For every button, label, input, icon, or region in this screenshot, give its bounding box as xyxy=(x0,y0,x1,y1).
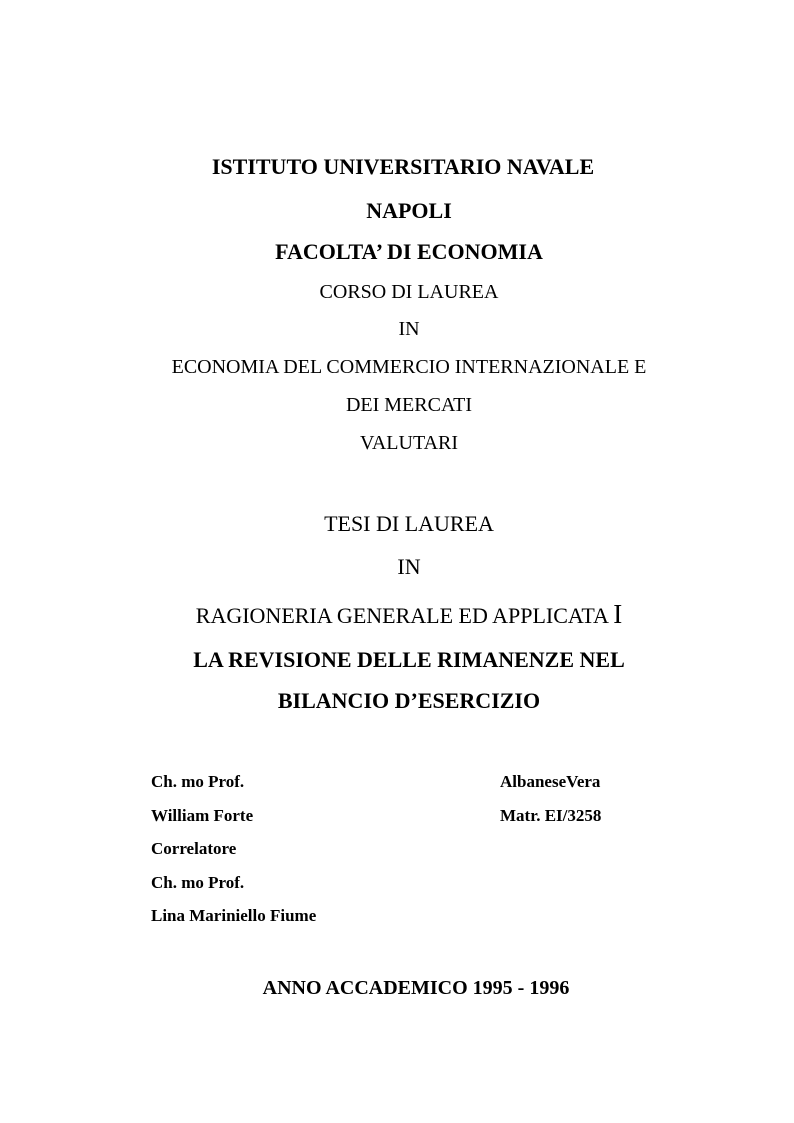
student-name: AlbaneseVera xyxy=(500,772,601,791)
faculty-name: FACOLTA’ DI ECONOMIA xyxy=(275,239,543,264)
thesis-subject xyxy=(12,601,794,628)
thesis-subject-numeral: I xyxy=(613,599,623,629)
coadvisor-label: Correlatore xyxy=(151,839,237,858)
thesis-title-line1: LA REVISIONE DELLE RIMANENZE NEL xyxy=(193,647,625,672)
thesis-in: IN xyxy=(397,554,421,579)
course-name-line1: ECONOMIA DEL COMMERCIO INTERNAZIONALE E xyxy=(171,356,647,378)
student-id: Matr. EI/3258 xyxy=(500,805,602,825)
course-label: CORSO DI LAUREA xyxy=(319,281,499,303)
student-block xyxy=(500,772,601,839)
advisor-name: William Forte xyxy=(151,805,254,825)
institute-name: ISTITUTO UNIVERSITARIO NAVALE xyxy=(211,154,595,179)
thesis-label: TESI DI LAUREA xyxy=(324,511,494,536)
city-name: NAPOLI xyxy=(366,198,452,223)
advisors-block xyxy=(151,772,316,940)
thesis-title-line2: BILANCIO D’ESERCIZIO xyxy=(277,688,541,713)
academic-year: ANNO ACCADEMICO 1995 - 1996 xyxy=(262,977,570,999)
course-name-line2: DEI MERCATI xyxy=(345,394,473,416)
coadvisor-name: Lina Mariniello Fiume xyxy=(151,906,317,925)
advisor-title: Ch. mo Prof. xyxy=(151,772,245,791)
thesis-subject-text: RAGIONERIA GENERALE ED APPLICATA xyxy=(195,603,608,628)
course-name-line3: VALUTARI xyxy=(359,432,459,454)
coadvisor-title: Ch. mo Prof. xyxy=(151,872,245,892)
course-in: IN xyxy=(398,318,420,340)
